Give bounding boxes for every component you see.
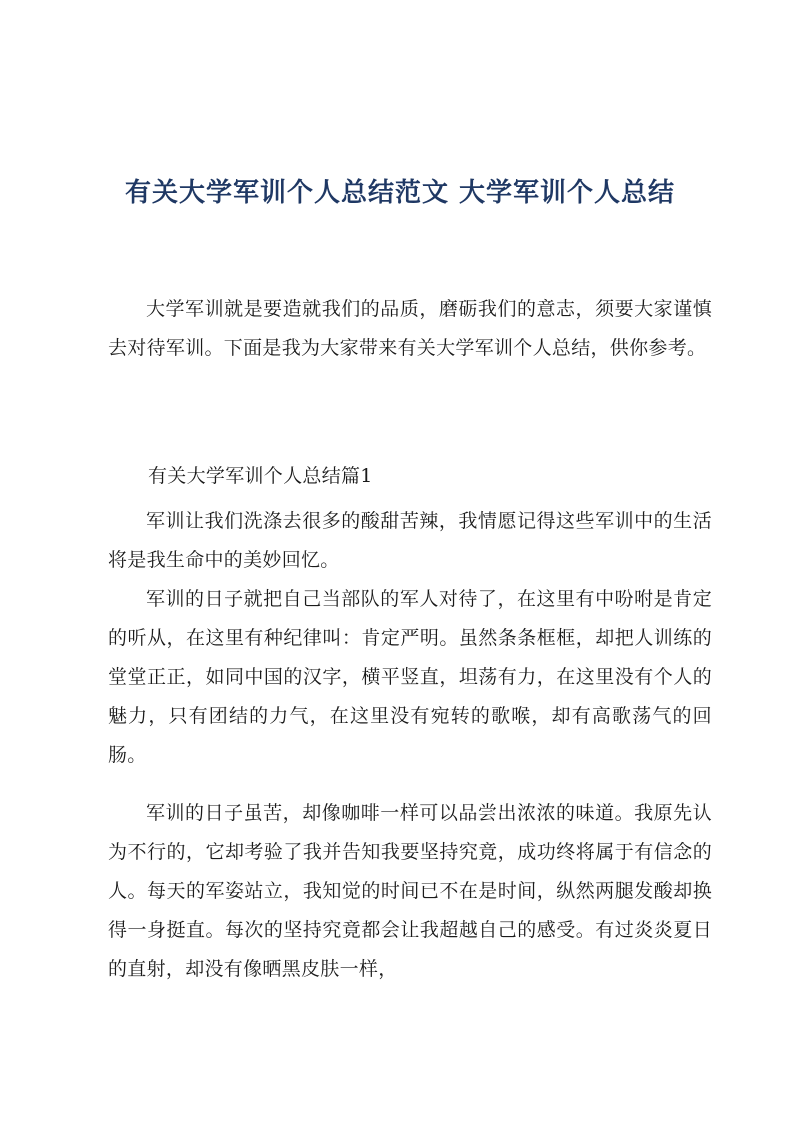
body-paragraph-1: 军训让我们洗涤去很多的酸甜苦辣，我情愿记得这些军训中的生活将是我生命中的美妙回忆。 [108, 510, 712, 571]
body-paragraph-3: 军训的日子虽苦，却像咖啡一样可以品尝出浓浓的味道。我原先认为不行的，它却考验了我并告知我要坚持究竟，成功终将属于有信念的人。每天的军姿站立，我知觉的时间已不在是时间，纵然两腿发酸却换得一身挺直。每次的坚持究竟都会让我超越自己的感受。有过炎炎夏日的直射，却没有像晒黑皮肤一样， [108, 802, 712, 980]
section-heading: 有关大学军训个人总结篇1 [148, 465, 373, 487]
body-paragraph-2: 军训的日子就把自己当部队的军人对待了，在这里有中吩咐是肯定的听从，在这里有种纪律叫：肯定严明。虽然条条框框，却把人训练的堂堂正正，如同中国的汉字，横平竖直，坦荡有力，在这里没有个人的魅力，只有团结的力气，在这里没有宛转的歌喉，却有高歌荡气的回肠。 [108, 588, 712, 766]
intro-paragraph: 大学军训就是要造就我们的品质，磨砺我们的意志，须要大家谨慎去对待军训。下面是我为大家带来有关大学军训个人总结，供你参考。 [108, 298, 712, 359]
document-title: 有关大学军训个人总结范文 大学军训个人总结 [124, 178, 676, 208]
